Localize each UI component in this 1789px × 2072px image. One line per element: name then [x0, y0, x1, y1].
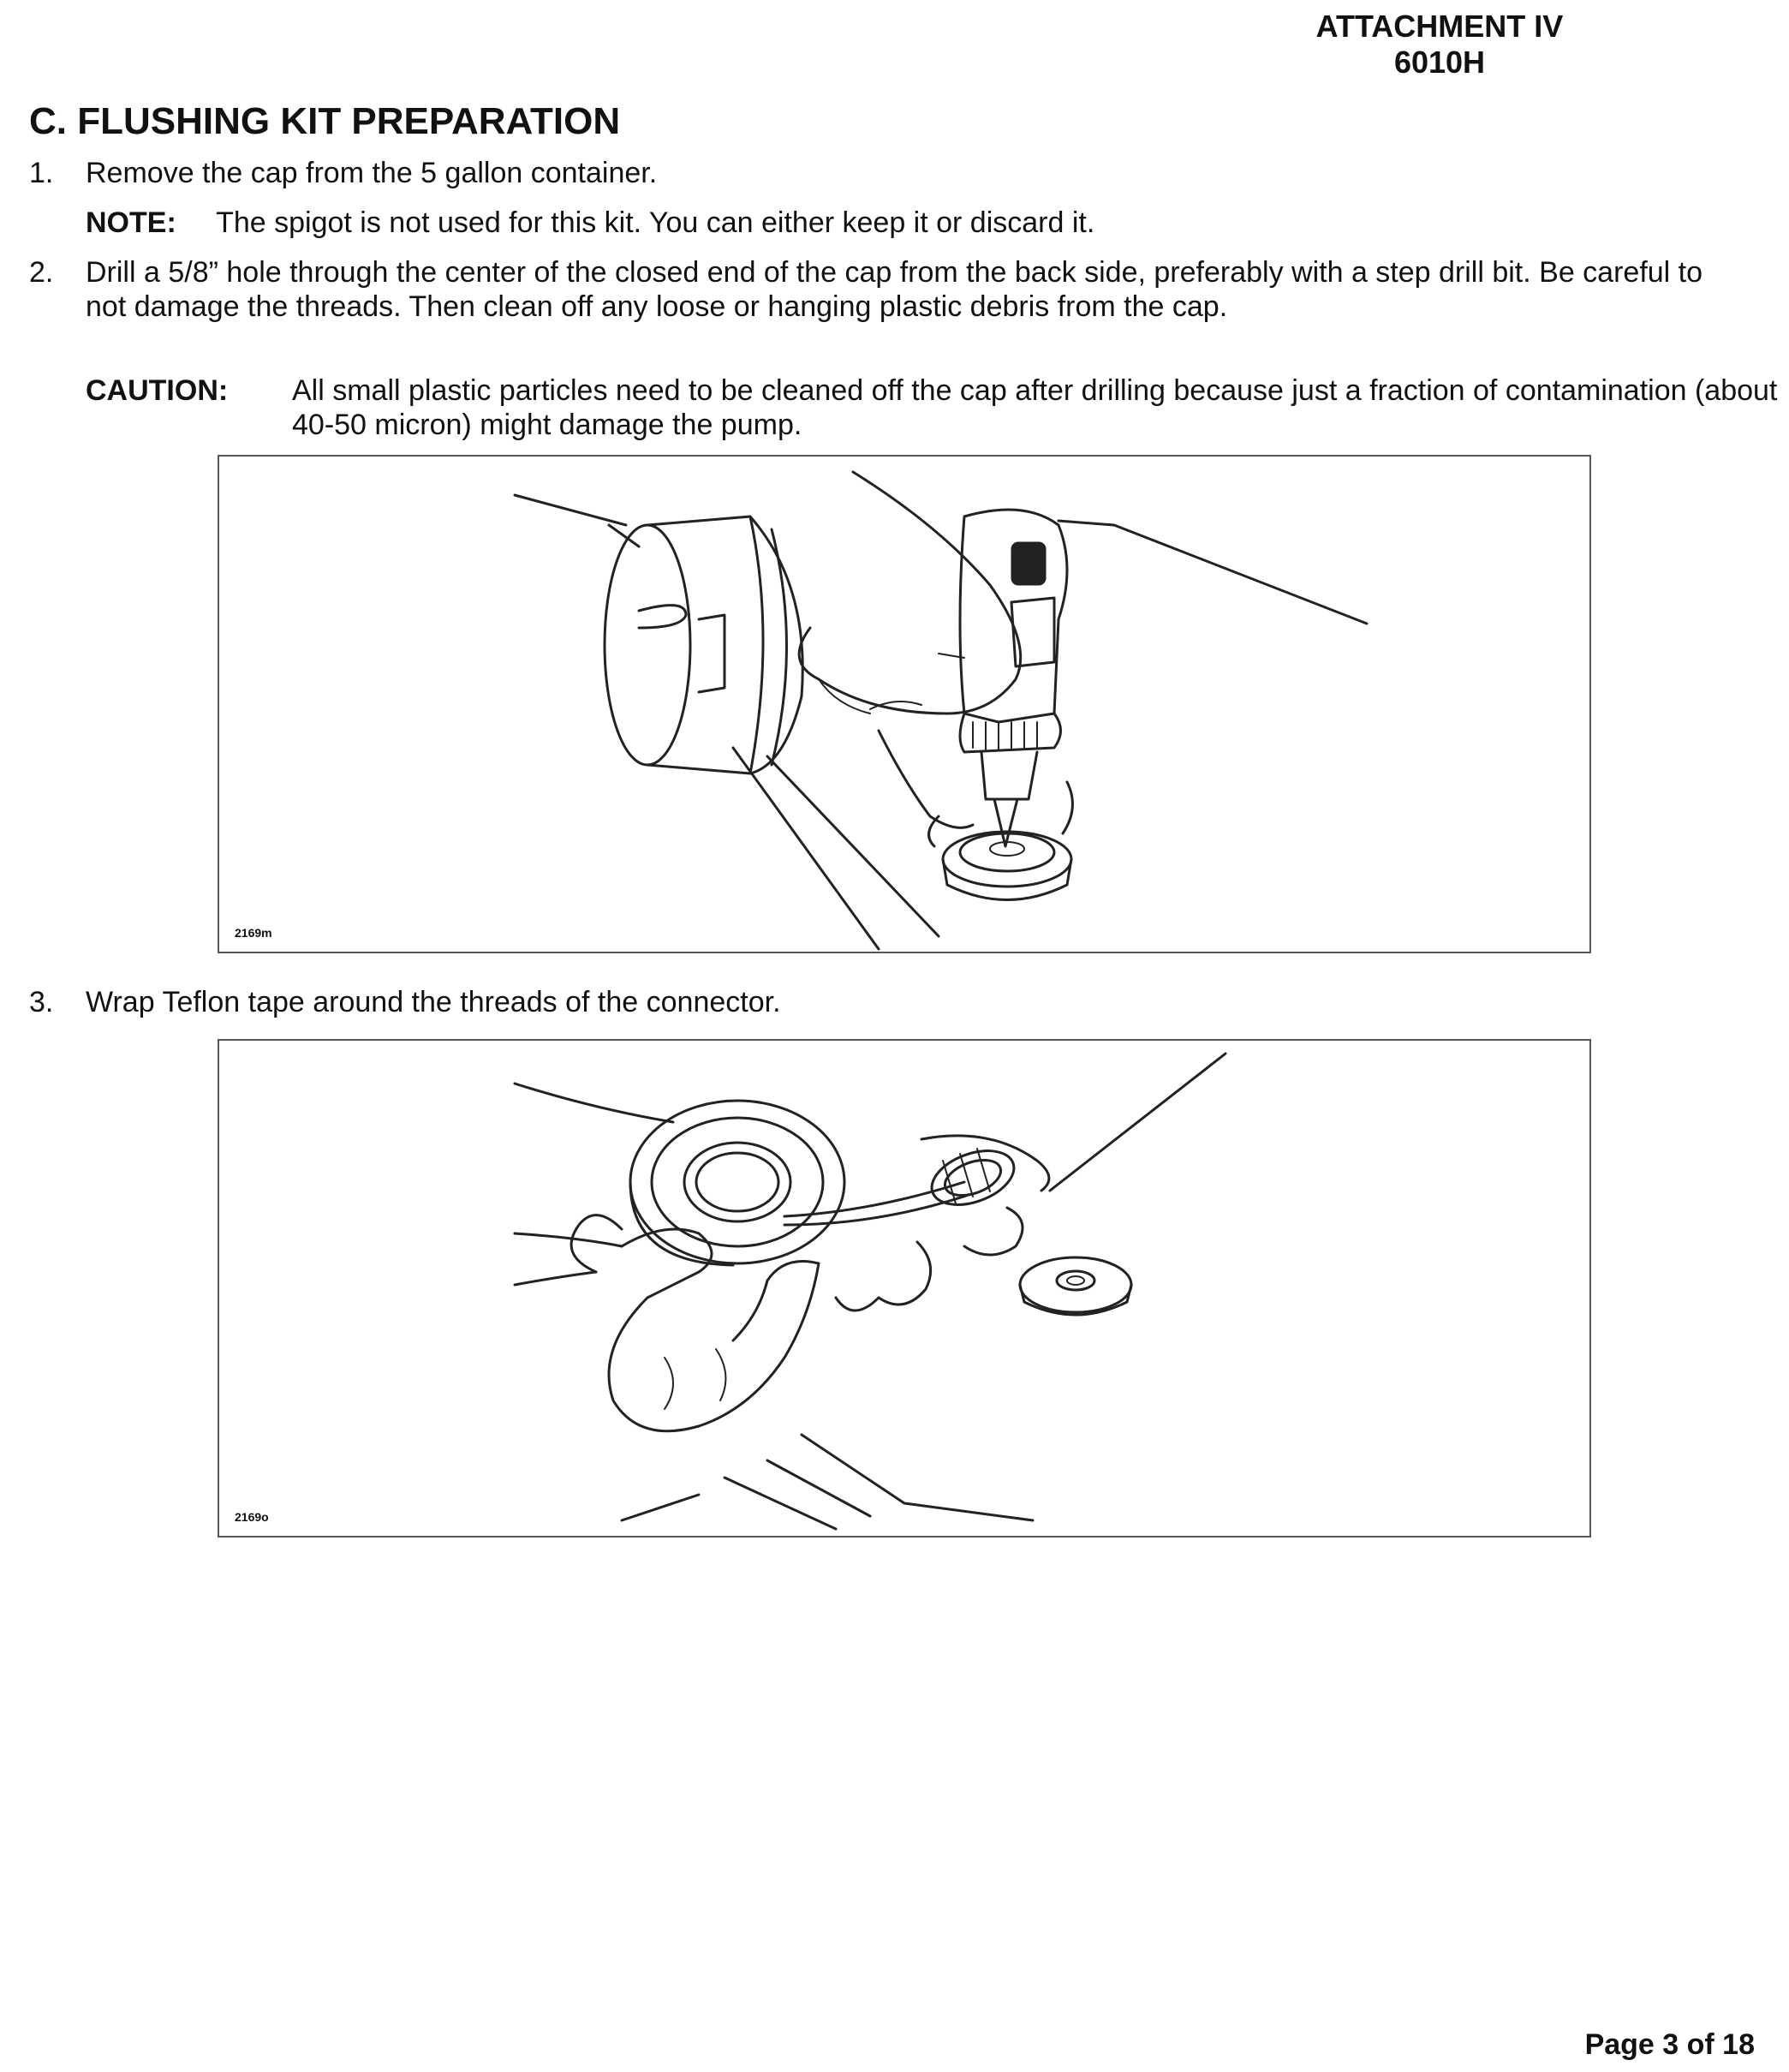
figure-id: 2169m	[235, 926, 272, 940]
page-number: Page 3 of 18	[1584, 2028, 1755, 2061]
note-text: The spigot is not used for this kit. You can either keep it or discard it.	[216, 206, 1095, 239]
document-header	[1183, 9, 1697, 81]
step-3	[29, 985, 1750, 1019]
step-1	[29, 156, 1750, 190]
step-text: Wrap Teflon tape around the threads of the connector.	[86, 986, 781, 1018]
step-number: 3.	[29, 986, 54, 1018]
figure-teflon-tape	[218, 1039, 1591, 1538]
section-title: C. FLUSHING KIT PREPARATION	[29, 100, 621, 142]
caution-text: All small plastic particles need to be cleaned off the cap after drilling because just a fraction of contamination (about 40-50 micron) might damage the pump.	[292, 374, 1778, 441]
drill-cap-illustration	[219, 457, 1589, 952]
document-number: 6010H	[1393, 45, 1486, 80]
step-2	[29, 255, 1750, 324]
caution-label: CAUTION:	[86, 374, 229, 407]
note	[86, 206, 1764, 240]
note-label: NOTE:	[86, 206, 176, 239]
step-number: 1.	[29, 157, 54, 189]
figure-id: 2169o	[235, 1510, 269, 1524]
teflon-tape-illustration	[219, 1041, 1589, 1536]
step-text: Remove the cap from the 5 gallon container.	[86, 157, 658, 189]
step-text: Drill a 5/8” hole through the center of the closed end of the cap from the back side, preferably with a step drill bit. Be careful to not damage the threads. Then clean off any loose or hanging plastic debris from the cap.	[86, 256, 1703, 323]
step-number: 2.	[29, 256, 54, 289]
caution	[86, 373, 1781, 442]
attachment-label: ATTACHMENT IV	[1315, 9, 1564, 44]
figure-drill-cap	[218, 455, 1591, 953]
